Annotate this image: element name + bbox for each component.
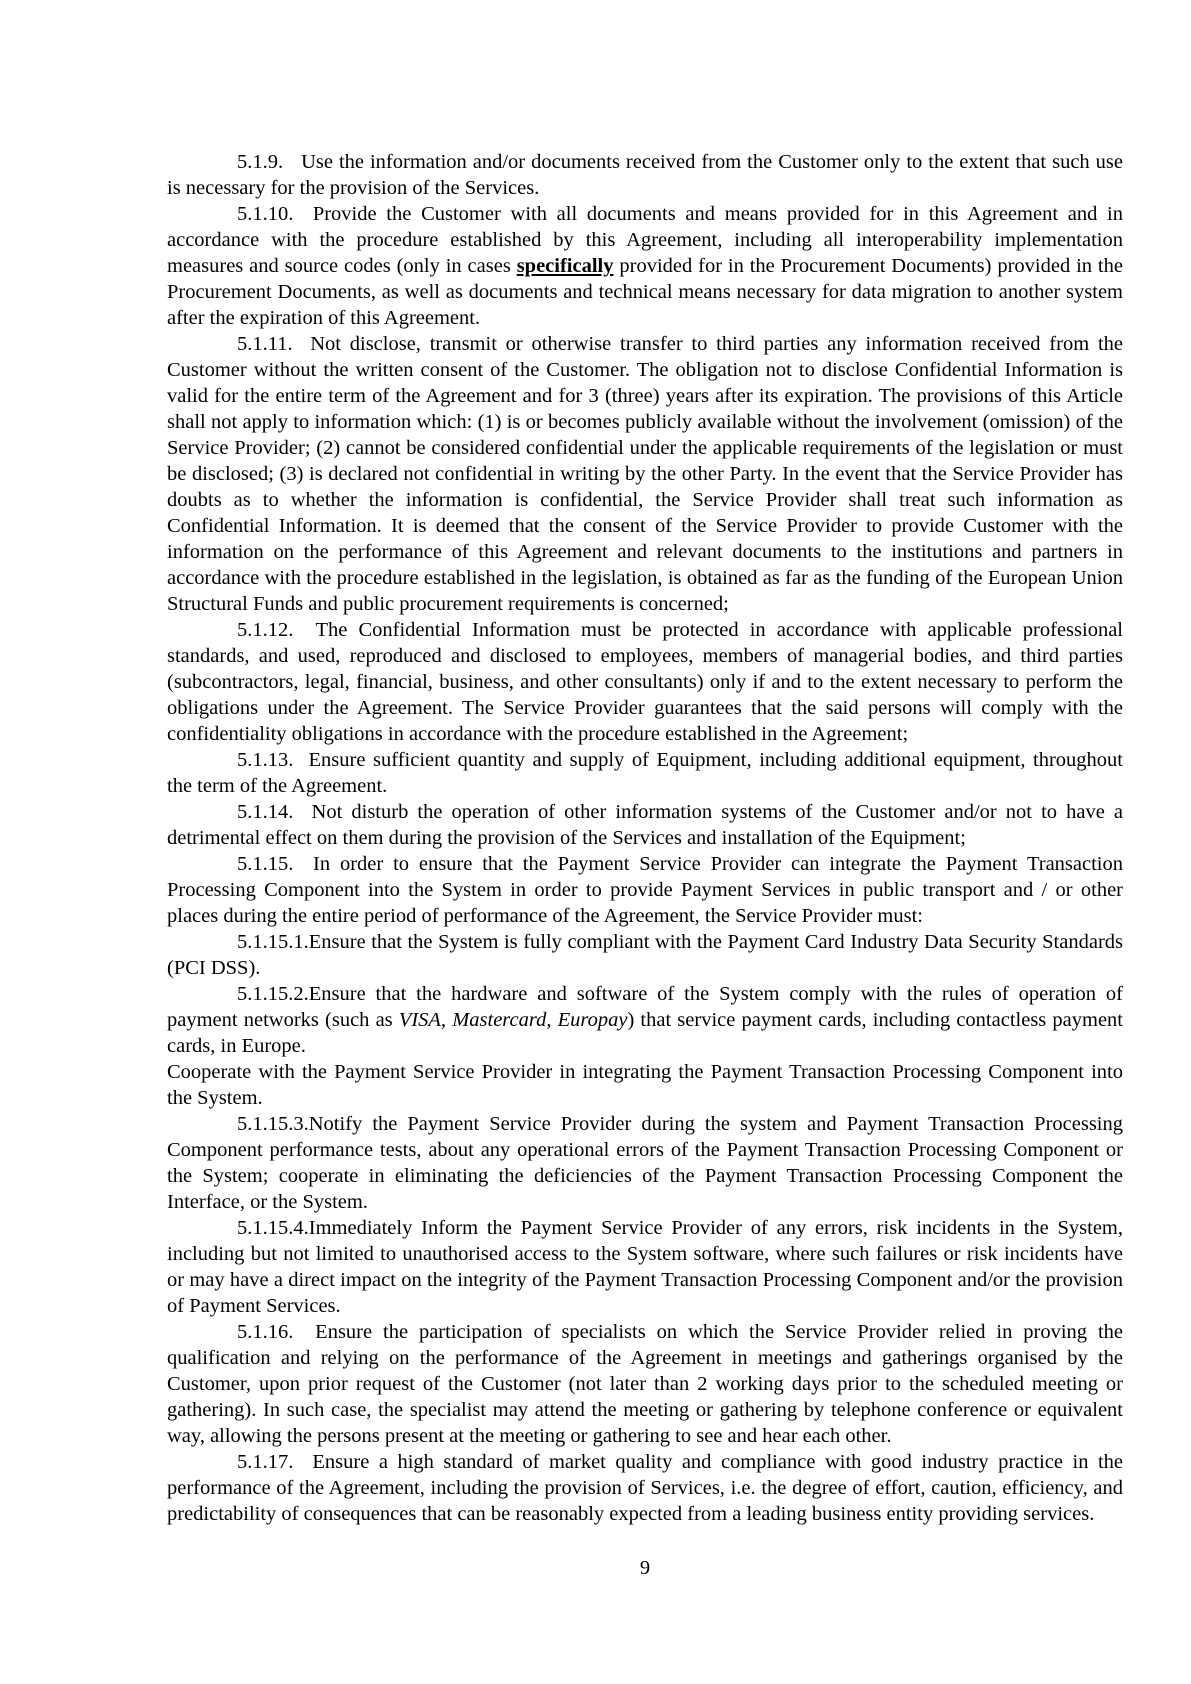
clause-5-1-15-3	[167, 1111, 1123, 1215]
text-run: 5.1.15.2.Ensure that the hardware and software of the System comply with the rules of operation of payment networks (such as	[167, 983, 1123, 1031]
clause-5-1-14	[167, 799, 1123, 851]
clause-5-1-15	[167, 851, 1123, 929]
text-run: 5.1.15. In order to ensure that the Payment Service Provider can integrate the Payment Transaction Processing Component into the System in order to provide Payment Services in public transport and / or other places during the entire period of performance of the Agreement, the Service Provider must:	[167, 853, 1123, 927]
clause-5-1-15-2	[167, 981, 1123, 1059]
document-content	[167, 149, 1123, 1527]
clause-5-1-15-1	[167, 929, 1123, 981]
clause-cooperate	[167, 1059, 1123, 1111]
text-run: 5.1.9. Use the information and/or documents received from the Customer only to the extent that such use is necessary for the provision of the Services.	[167, 151, 1123, 199]
emphasized-text: VISA, Mastercard, Europay	[398, 1009, 628, 1031]
clause-5-1-9	[167, 149, 1123, 201]
text-run: 5.1.15.1.Ensure that the System is fully compliant with the Payment Card Industry Data Security Standards (PCI DSS).	[167, 931, 1123, 979]
text-run: 5.1.10. Provide the Customer with all documents and means provided for in this Agreement and in accordance with the procedure established by this Agreement, including all interoperability implementation measures and source codes (only in cases	[167, 203, 1123, 277]
text-run: 5.1.15.4.Immediately Inform the Payment Service Provider of any errors, risk incidents in the System, including but not limited to unauthorised access to the System software, where such failures or risk incidents have or may have a direct impact on the integrity of the Payment Transaction Processing Component and/or the provision of Payment Services.	[167, 1217, 1123, 1317]
text-run: 5.1.15.3.Notify the Payment Service Provider during the system and Payment Transaction Processing Component performance tests, about any operational errors of the Payment Transaction Processing Component or the System; cooperate in eliminating the deficiencies of the Payment Transaction Processing Component the Interface, or the System.	[167, 1113, 1123, 1213]
text-run: provided for in the Procurement Documents) provided in the Procurement Documents, as well as documents and technical means necessary for data migration to another system after the expiration of this Agreement.	[167, 255, 1123, 329]
text-run: 5.1.11. Not disclose, transmit or otherwise transfer to third parties any information received from the Customer without the written consent of the Customer. The obligation not to disclose Confidential Information is valid for the entire term of the Agreement and for 3 (three) years after its expiration. The provisions of this Article shall not apply to information which: (1) is or becomes publicly available without the involvement (omission) of the Service Provider; (2) cannot be considered confidential under the applicable requirements of the legislation or must be disclosed; (3) is declared not confidential in writing by the other Party. In the event that the Service Provider has doubts as to whether the information is confidential, the Service Provider shall treat such information as Confidential Information. It is deemed that the consent of the Service Provider to provide Customer with the information on the performance of this Agreement and relevant documents to the institutions and partners in accordance with the procedure established in the legislation, is obtained as far as the funding of the European Union Structural Funds and public procurement requirements is concerned;	[167, 333, 1123, 615]
text-run: 5.1.13. Ensure sufficient quantity and supply of Equipment, including additional equipment, throughout the term of the Agreement.	[167, 749, 1123, 797]
clause-5-1-17	[167, 1449, 1123, 1527]
clause-5-1-11	[167, 331, 1123, 617]
clause-5-1-12	[167, 617, 1123, 747]
clause-5-1-15-4	[167, 1215, 1123, 1319]
clause-5-1-16	[167, 1319, 1123, 1449]
text-run: Cooperate with the Payment Service Provider in integrating the Payment Transaction Processing Component into the System.	[167, 1061, 1123, 1109]
clause-5-1-10	[167, 201, 1123, 331]
emphasized-text: specifically	[516, 255, 614, 277]
text-run: 5.1.12. The Confidential Information must be protected in accordance with applicable professional standards, and used, reproduced and disclosed to employees, members of managerial bodies, and third parties (subcontractors, legal, financial, business, and other consultants) only if and to the extent necessary to perform the obligations under the Agreement. The Service Provider guarantees that the said persons will comply with the confidentiality obligations in accordance with the procedure established in the Agreement;	[167, 619, 1123, 745]
clause-5-1-13	[167, 747, 1123, 799]
text-run: 5.1.14. Not disturb the operation of other information systems of the Customer and/or not to have a detrimental effect on them during the provision of the Services and installation of the Equipment;	[167, 801, 1123, 849]
text-run: 5.1.16. Ensure the participation of specialists on which the Service Provider relied in proving the qualification and relying on the performance of the Agreement in meetings and gatherings organised by the Customer, upon prior request of the Customer (not later than 2 working days prior to the scheduled meeting or gathering). In such case, the specialist may attend the meeting or gathering by telephone conference or equivalent way, allowing the persons present at the meeting or gathering to see and hear each other.	[167, 1321, 1123, 1447]
text-run: 5.1.17. Ensure a high standard of market quality and compliance with good industry practice in the performance of the Agreement, including the provision of Services, i.e. the degree of effort, caution, efficiency, and predictability of consequences that can be reasonably expected from a leading business entity providing services.	[167, 1451, 1123, 1525]
text-run: ) that service payment cards, including contactless payment cards, in Europe.	[167, 1009, 1124, 1057]
page-number: 9	[639, 1557, 651, 1579]
